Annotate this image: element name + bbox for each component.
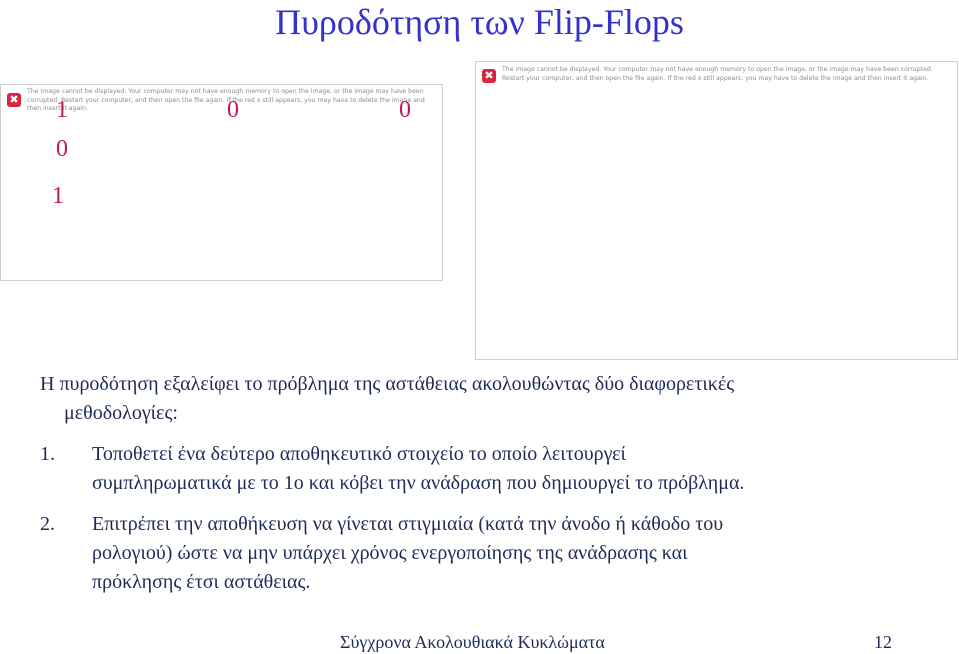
signal-label: 1	[56, 97, 68, 123]
intro-line: μεθοδολογίες:	[64, 402, 178, 424]
list-item-line: συμπληρωματικά με το 1ο και κόβει την ανάδραση που δημιουργεί το πρόβλημα.	[92, 472, 745, 494]
footer-title: Σύγχρονα Ακολουθιακά Κυκλώματα	[340, 632, 605, 652]
list-item-line: ρολογιού) ώστε να μην υπάρχει χρόνος ενεργοποίησης της ανάδρασης και	[92, 542, 688, 564]
slide-body	[40, 370, 920, 597]
signal-label: 0	[399, 97, 411, 123]
signal-label: 0	[56, 136, 68, 162]
signal-label: 1	[52, 183, 64, 209]
list-item-line: Επιτρέπει την αποθήκευση να γίνεται στιγμιαία (κατά την άνοδο ή κάθοδο του	[92, 513, 724, 535]
intro-line: Η πυροδότηση εξαλείφει το πρόβλημα της αστάθειας ακολουθώντας δύο διαφορετικές	[40, 373, 735, 395]
signal-label: 0	[227, 97, 239, 123]
list-item	[40, 510, 920, 597]
slide-title: Πυροδότηση των Flip-Flops	[275, 2, 684, 42]
list-item-number: 2.	[40, 513, 55, 535]
list-item-line: Τοποθετεί ένα δεύτερο αποθηκευτικό στοιχείο το οποίο λειτουργεί	[92, 443, 626, 465]
list-item-line: πρόκλησης έτσι αστάθειας.	[92, 571, 311, 593]
broken-image-icon: ✖	[482, 69, 496, 83]
list-item-number: 1.	[40, 443, 55, 465]
broken-image-message: The image cannot be displayed. Your computer may not have enough memory to open the image, or the image may have been corrupted. Restart your computer, and then open the file again. If the red x still appears, you may have to delete the image and then insert it again.	[27, 88, 425, 112]
broken-image-message: The image cannot be displayed. Your computer may not have enough memory to open the image, or the image may have been corrupted. Restart your computer, and then open the file again. If the red x still appears, you may have to delete the image and then insert it again.	[502, 66, 933, 82]
broken-image-right	[475, 61, 958, 360]
page-number: 12	[874, 632, 892, 652]
intro-paragraph	[40, 370, 920, 428]
list-item	[40, 440, 920, 498]
broken-image-icon: ✖	[7, 93, 21, 107]
